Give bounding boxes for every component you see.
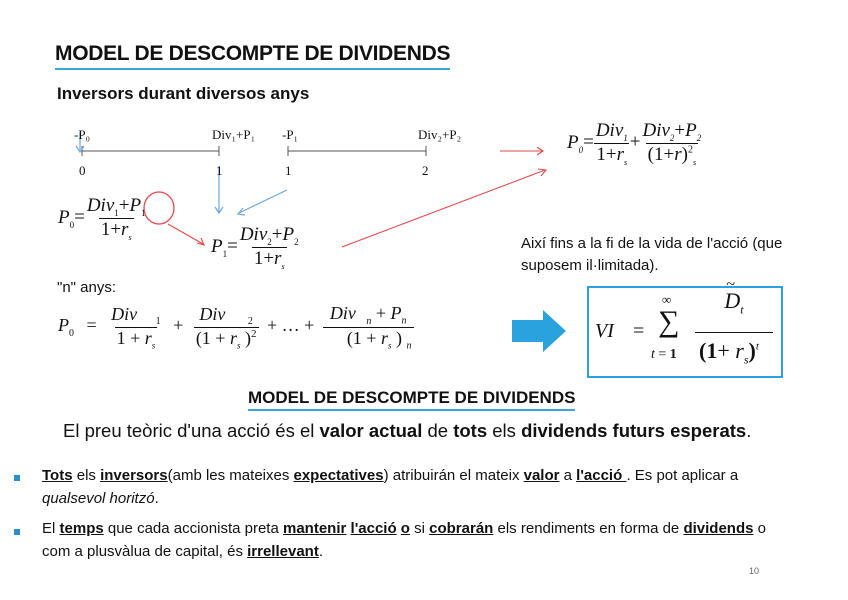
note-text: Així fins a la fi de la vida de l'acció (que suposem il·limitada). bbox=[521, 235, 783, 274]
timeline1-left-top: -P₀ bbox=[74, 127, 91, 142]
formula-n-period: $P_0$ = $\frac{Div _1}{1 + r_s}$ + $\frac{Div _2}{(1 + r_s )^2}$ + … + $\frac{Div _n + P_n}{(1 + r_s ) _n}$ bbox=[58, 303, 412, 352]
red-arrow-to-p0 bbox=[342, 170, 545, 247]
timeline2-left-top: -P₁ bbox=[282, 127, 299, 142]
bullet-marker-1 bbox=[14, 475, 20, 481]
timeline1-right-top: Div₁+P₁ bbox=[212, 127, 256, 142]
blue-arrow-diag bbox=[239, 190, 287, 213]
formula-vi-numerator: D ~ $_t$ bbox=[724, 276, 744, 317]
page-number: 10 bbox=[749, 566, 760, 576]
fraction-bar bbox=[695, 332, 773, 333]
slide-subtitle: Inversors durant diversos anys bbox=[57, 84, 310, 103]
timeline2-left-bottom: 1 bbox=[285, 163, 292, 178]
highlight-circle bbox=[144, 192, 174, 224]
timeline1-left-bottom: 0 bbox=[79, 163, 86, 178]
slide-title: MODEL DE DESCOMPTE DE DIVIDENDS bbox=[55, 42, 450, 70]
sum-symbol: ∑ bbox=[658, 305, 680, 338]
formula-p0-two-period: $P_0=$ $\frac{Div_1}{1+r_s}$ + $\frac{Div_2+P_2}{(1+r)^2_s}$ bbox=[567, 120, 702, 167]
sum-upper-limit: ∞ bbox=[662, 292, 672, 307]
red-arrow-to-p1 bbox=[168, 224, 203, 244]
bullet-1: Tots els inversors(amb les mateixes expectatives) atribuirán el mateix valor a l'acció . Es pot aplicar a qualsevol horitzó. bbox=[42, 467, 739, 507]
n-anys-label: "n" anys: bbox=[57, 279, 117, 296]
bullet-marker-2 bbox=[14, 529, 20, 535]
formula-p0-one-period: $P_0=$ $\frac{Div_1+P_1}{1+r_s}$ bbox=[58, 195, 146, 242]
timeline1-right-bottom: 1 bbox=[216, 163, 223, 178]
formula-vi-equals: = bbox=[633, 320, 645, 342]
timeline2-right-top: Div₂+P₂ bbox=[418, 127, 462, 142]
formula-vi: VI bbox=[595, 320, 614, 342]
sum-lower-limit: t = 1 bbox=[651, 347, 677, 362]
section-title: MODEL DE DESCOMPTE DE DIVIDENDS bbox=[248, 388, 575, 411]
statement: El preu teòric d'una acció és el valor actual de tots els dividends futurs esperats. bbox=[63, 420, 752, 441]
formula-p1: $P_1=$ $\frac{Div_2+P_2}{1+r_s}$ bbox=[211, 224, 299, 271]
block-arrow-icon bbox=[512, 310, 566, 352]
formula-vi-denominator: $(1+ r_s)^t$ bbox=[699, 338, 759, 367]
bullet-2: El temps que cada accionista preta mantenir l'acció o si cobrarán els rendiments en forma de dividends o com a plusvàlua de capital, és irrellevant. bbox=[42, 520, 766, 560]
timeline2-right-bottom: 2 bbox=[422, 163, 429, 178]
